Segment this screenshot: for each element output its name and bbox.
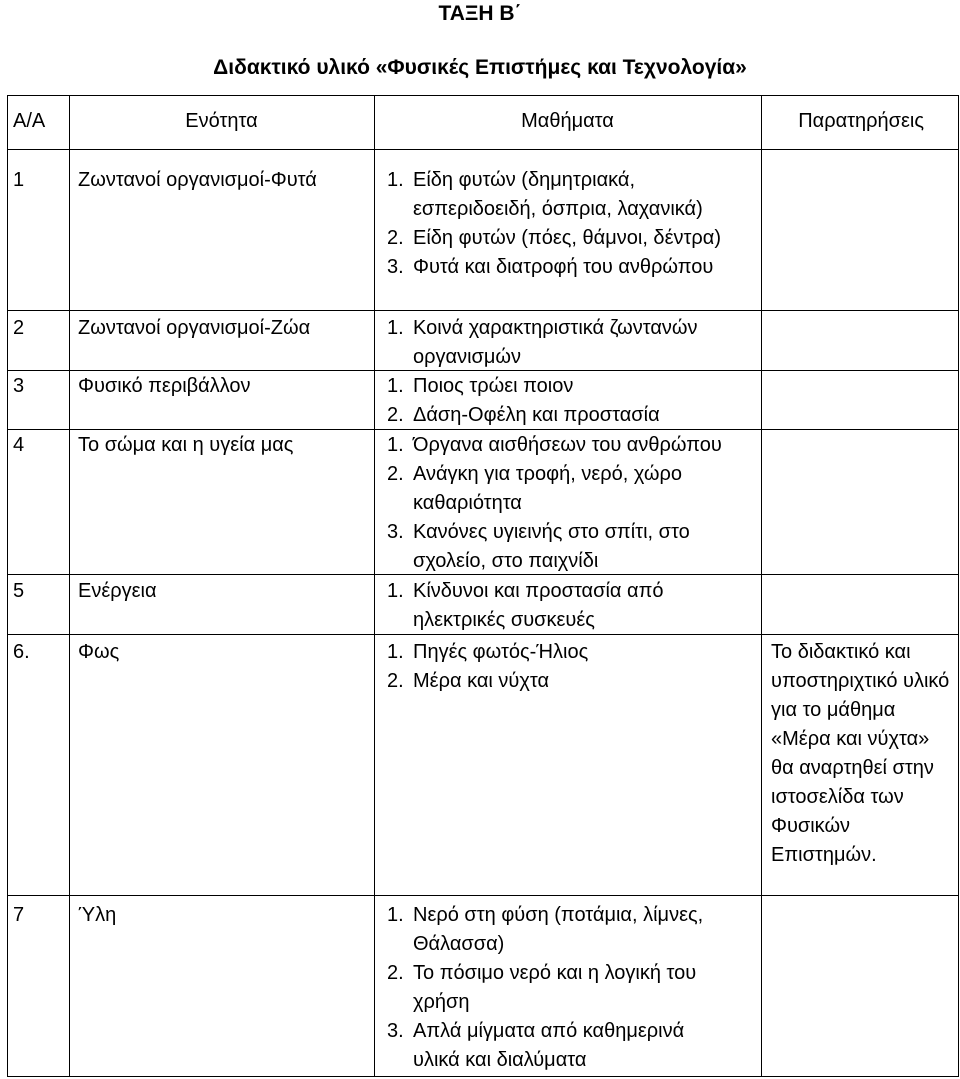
page-title: ΤΑΞΗ Β΄ <box>438 2 522 25</box>
list-item: 3. Κανόνες υγιεινής στο σπίτι, στο σχολείο, στο παιχνίδι <box>387 521 690 572</box>
list-item: 1. Κίνδυνοι και προστασία από ηλεκτρικές συσκευές <box>387 580 664 631</box>
header-unit: Ενότητα <box>185 110 258 132</box>
table-border-bottom <box>7 1076 959 1077</box>
row-number: 4 <box>13 434 25 456</box>
header-aa: Α/Α <box>13 110 46 132</box>
column-divider <box>374 95 375 1077</box>
list-item: 2. Δάση-Οφέλη και προστασία <box>387 404 660 426</box>
row-divider <box>7 149 959 150</box>
list-item: 1. Κοινά χαρακτηριστικά ζωντανών οργανισμών <box>387 317 698 368</box>
row-unit: Ύλη <box>78 904 117 926</box>
row-unit: Φως <box>78 641 120 663</box>
list-item: 2. Ανάγκη για τροφή, νερό, χώρο καθαριότητα <box>387 463 682 514</box>
list-item: 3. Απλά μίγματα από καθημερινά υλικά και διαλύματα <box>387 1020 685 1071</box>
row-number: 3 <box>13 375 25 397</box>
row-unit: Φυσικό περιβάλλον <box>78 375 251 397</box>
row-unit: Το σώμα και η υγεία μας <box>78 434 294 456</box>
row-divider <box>7 310 959 311</box>
row-number: 7 <box>13 904 25 926</box>
table-border-left <box>7 95 8 1077</box>
list-item: 1. Ποιος τρώει ποιον <box>387 375 574 397</box>
list-item: 2. Το πόσιμο νερό και η λογική του χρήση <box>387 962 697 1013</box>
column-divider <box>761 95 762 1077</box>
list-item: 2. Είδη φυτών (πόες, θάμνοι, δέντρα) <box>387 227 721 249</box>
row-divider <box>7 895 959 896</box>
row-note: Το διδακτικό και υποστηριχτικό υλικό για το μάθημα «Μέρα και νύχτα» θα αναρτηθεί στην ιστοσελίδα των Φυσικών Επιστημών. <box>771 641 950 866</box>
header-lessons: Μαθήματα <box>521 110 614 132</box>
row-unit: Ζωντανοί οργανισμοί-Φυτά <box>78 169 317 191</box>
row-number: 6. <box>13 641 30 663</box>
row-divider <box>7 95 959 96</box>
row-lessons <box>387 166 721 282</box>
row-number: 2 <box>13 317 25 339</box>
row-lessons <box>387 431 722 576</box>
row-lessons <box>387 638 588 696</box>
list-item: 1. Όργανα αισθήσεων του ανθρώπου <box>387 434 722 456</box>
row-lessons <box>387 577 664 635</box>
row-unit: Ζωντανοί οργανισμοί-Ζώα <box>78 317 311 339</box>
row-unit: Ενέργεια <box>78 580 157 602</box>
list-item: 2. Μέρα και νύχτα <box>387 670 550 692</box>
row-lessons <box>387 372 660 430</box>
list-item: 3. Φυτά και διατροφή του ανθρώπου <box>387 256 714 278</box>
row-lessons <box>387 901 703 1075</box>
row-lessons <box>387 314 698 372</box>
list-item: 1. Νερό στη φύση (ποτάμια, λίμνες, Θάλασσα) <box>387 904 704 955</box>
page-subtitle: Διδακτικό υλικό «Φυσικές Επιστήμες και Τεχνολογία» <box>213 56 747 79</box>
list-item: 1. Είδη φυτών (δημητριακά, εσπεριδοειδή, όσπρια, λαχανικά) <box>387 169 703 220</box>
header-notes: Παρατηρήσεις <box>798 110 924 132</box>
column-divider <box>69 95 70 1077</box>
row-number: 1 <box>13 169 25 191</box>
table-border-right <box>958 95 959 1077</box>
list-item: 1. Πηγές φωτός-Ήλιος <box>387 641 589 663</box>
row-number: 5 <box>13 580 25 602</box>
